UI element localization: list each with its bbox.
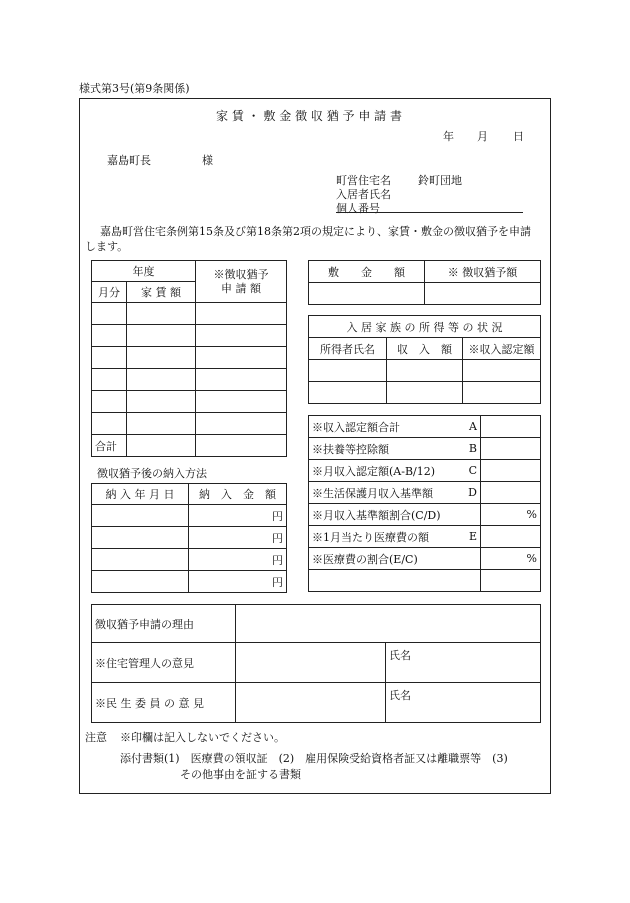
income-cell[interactable] [309, 360, 387, 382]
rent-amount-header: 家 賃 額 [127, 282, 196, 303]
rent-cell[interactable] [127, 369, 196, 391]
reason-label: 徴収猶予申請の理由 [92, 605, 236, 643]
addressee-name: 嘉島町長 [107, 154, 151, 167]
note-text: ※印欄は記入しないでください。 [120, 731, 285, 744]
manager-opinion-label: ※住宅管理人の意見 [92, 643, 236, 683]
calc-row-value[interactable] [481, 526, 541, 548]
housing-label: 町営住宅名 [336, 174, 391, 187]
payment-title: 徴収猶予後の納入方法 [97, 467, 207, 480]
payment-amount-cell[interactable]: 円 [189, 571, 287, 593]
rent-cell[interactable] [127, 391, 196, 413]
rent-cell[interactable] [196, 325, 287, 347]
income-title: 入 居 家 族 の 所 得 等 の 状 況 [309, 316, 541, 338]
note-prefix: 注意 [85, 731, 107, 744]
calc-table [308, 415, 541, 592]
income-certified-header: ※収入認定額 [463, 338, 541, 360]
rent-month-header: 月分 [92, 282, 127, 303]
attachments-line2: その他事由を証する書類 [180, 768, 301, 781]
manager-opinion-cell[interactable] [236, 643, 386, 683]
date-month: 月 [477, 130, 488, 143]
calc-blank-cell[interactable] [309, 570, 481, 592]
rent-cell[interactable] [127, 303, 196, 325]
addressee-honorific: 様 [202, 154, 213, 167]
income-amount-header: 収 入 額 [387, 338, 463, 360]
rent-cell[interactable] [92, 391, 127, 413]
deposit-amount-cell[interactable] [309, 283, 425, 305]
rent-cell[interactable] [92, 369, 127, 391]
calc-row-label: ※月収入基準額割合(C/D) [309, 504, 481, 526]
calc-row-label: ※生活保護月収入基準額 D [309, 482, 481, 504]
deposit-header: 敷 金 額 [309, 261, 425, 283]
income-earner-header: 所得者氏名 [309, 338, 387, 360]
payment-amount-header: 納 入 金 額 [189, 484, 287, 505]
rent-cell[interactable] [127, 325, 196, 347]
rent-cell[interactable] [127, 347, 196, 369]
calc-row-label: ※月収入認定額(A-B/12) C [309, 460, 481, 482]
calc-row-label: ※1月当たり医療費の額 E [309, 526, 481, 548]
calc-row-value[interactable] [481, 416, 541, 438]
commissioner-opinion-cell[interactable] [236, 683, 386, 723]
rent-cell[interactable] [92, 303, 127, 325]
commissioner-opinion-label: ※民 生 委 員 の 意 見 [92, 683, 236, 723]
attachments-line1: 添付書類(1) 医療費の領収証 (2) 雇用保険受給資格者証又は離職票等 (3) [120, 752, 508, 765]
date-day: 日 [513, 130, 524, 143]
id-number-underline [336, 212, 523, 213]
payment-amount-cell[interactable]: 円 [189, 549, 287, 571]
rent-cell[interactable] [196, 369, 287, 391]
income-cell[interactable] [387, 382, 463, 404]
manager-name-cell[interactable]: 氏名 [386, 643, 541, 683]
income-cell[interactable] [463, 382, 541, 404]
deposit-deferred-header: ※ 徴収猶予額 [425, 261, 541, 283]
rent-deferred-header: ※徴収猶予 申 請 額 [196, 261, 287, 303]
rent-cell[interactable] [196, 347, 287, 369]
payment-date-cell[interactable] [92, 549, 189, 571]
rent-cell[interactable] [92, 347, 127, 369]
income-cell[interactable] [387, 360, 463, 382]
payment-date-cell[interactable] [92, 527, 189, 549]
reason-table [91, 604, 541, 723]
calc-row-label: ※医療費の割合(E/C) [309, 548, 481, 570]
rent-cell[interactable] [196, 303, 287, 325]
rent-cell[interactable] [92, 325, 127, 347]
commissioner-name-cell[interactable]: 氏名 [386, 683, 541, 723]
deposit-table [308, 260, 541, 305]
form-number: 様式第3号(第9条関係) [79, 82, 190, 95]
income-table [308, 315, 541, 404]
payment-date-header: 納 入 年 月 日 [92, 484, 189, 505]
deposit-deferred-cell[interactable] [425, 283, 541, 305]
calc-row-label: ※扶養等控除額 B [309, 438, 481, 460]
income-cell[interactable] [309, 382, 387, 404]
income-cell[interactable] [463, 360, 541, 382]
calc-row-value[interactable] [481, 438, 541, 460]
rent-table [91, 260, 287, 457]
resident-name-label: 入居者氏名 [336, 188, 391, 201]
calc-row-value[interactable]: % [481, 548, 541, 570]
calc-row-label: ※収入認定額合計 A [309, 416, 481, 438]
rent-total-label: 合計 [92, 435, 127, 457]
calc-blank-cell[interactable] [481, 570, 541, 592]
payment-table [91, 483, 287, 593]
rent-total-cell[interactable] [127, 435, 196, 457]
rent-cell[interactable] [196, 413, 287, 435]
rent-cell[interactable] [92, 413, 127, 435]
payment-amount-cell[interactable]: 円 [189, 527, 287, 549]
id-number-label: 個人番号 [336, 202, 380, 215]
calc-row-value[interactable] [481, 460, 541, 482]
date-year: 年 [443, 130, 454, 143]
calc-row-value[interactable]: % [481, 504, 541, 526]
reason-cell[interactable] [236, 605, 541, 643]
rent-cell[interactable] [196, 391, 287, 413]
form-title: 家 賃 ・ 敷 金 徴 収 猶 予 申 請 書 [216, 109, 402, 123]
payment-date-cell[interactable] [92, 505, 189, 527]
rent-cell[interactable] [127, 413, 196, 435]
body-text-line1: 嘉島町営住宅条例第15条及び第18条第2項の規定により、家賃・敷金の徴収猶予を申請 [100, 225, 531, 238]
rent-total-cell[interactable] [196, 435, 287, 457]
rent-year-header: 年度 [92, 261, 196, 282]
body-text-line2: します。 [85, 240, 129, 253]
housing-value[interactable]: 鈴町団地 [418, 174, 462, 187]
calc-row-value[interactable] [481, 482, 541, 504]
payment-date-cell[interactable] [92, 571, 189, 593]
payment-amount-cell[interactable]: 円 [189, 505, 287, 527]
